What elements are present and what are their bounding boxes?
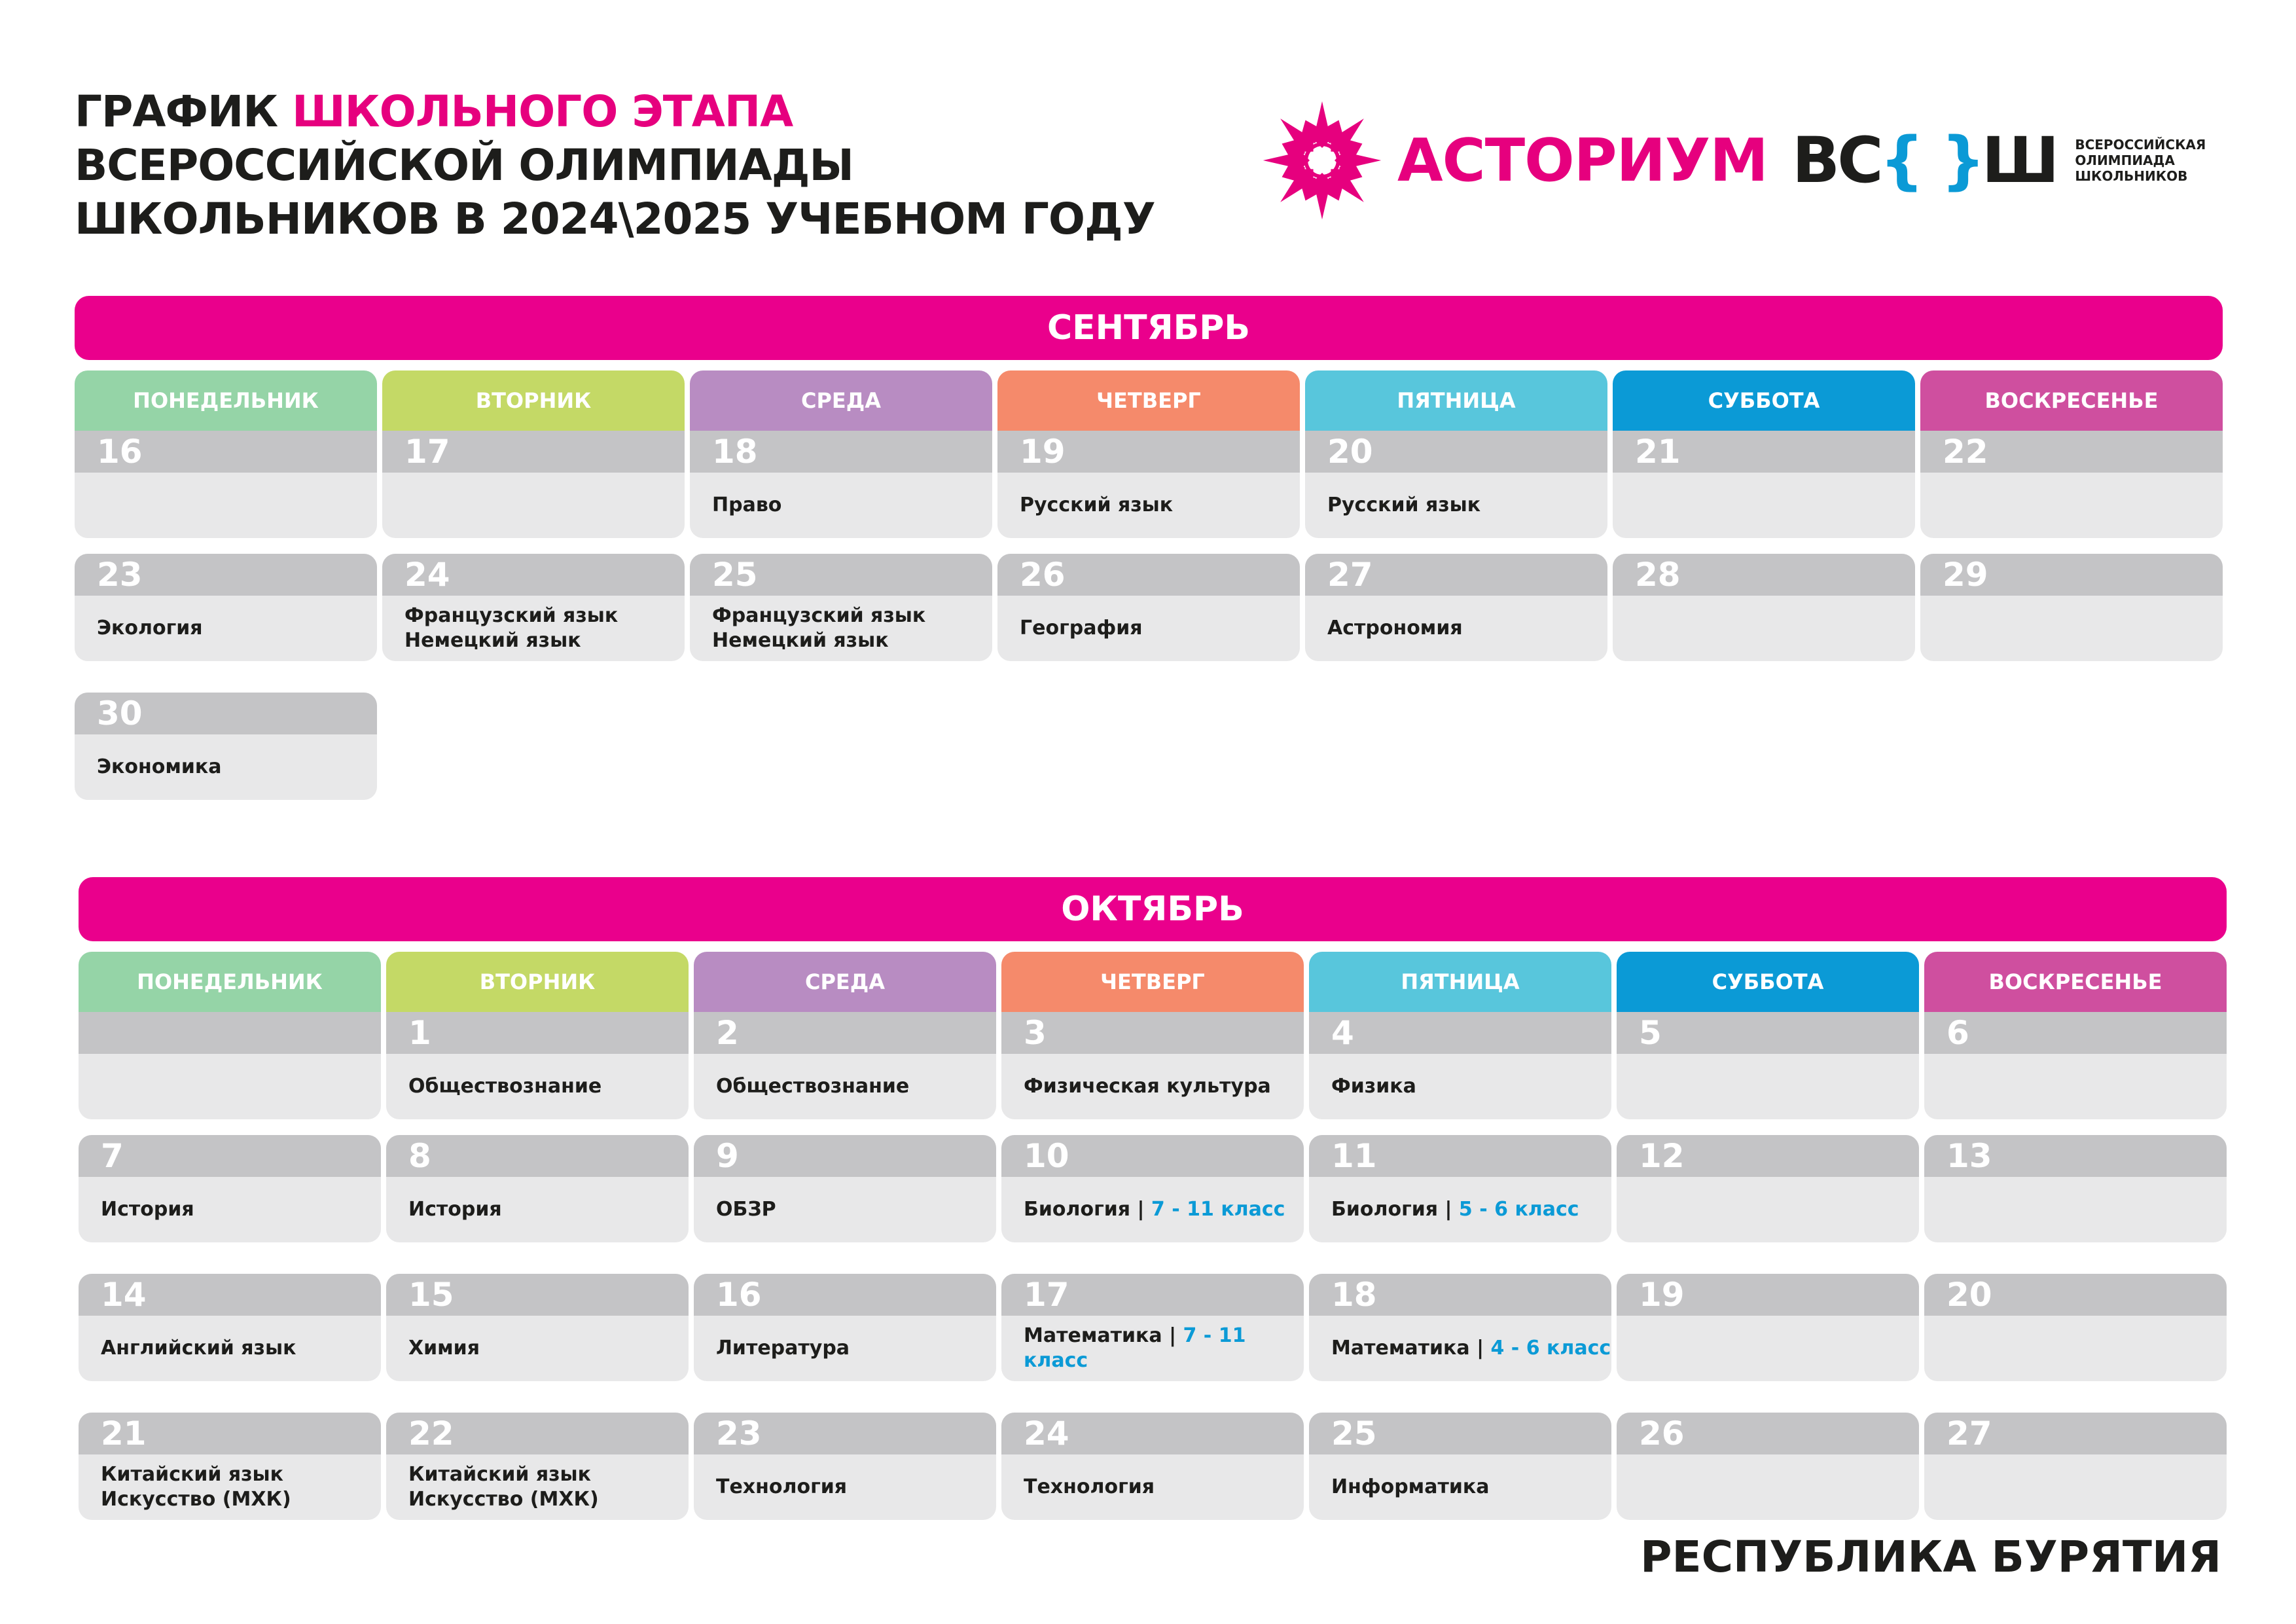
subject-line	[408, 1197, 689, 1222]
vsosh-sub-line-2: ОЛИМПИАДА	[2075, 153, 2175, 168]
subject-name: Математика	[1331, 1337, 1470, 1360]
october-day-cell	[694, 1413, 996, 1520]
october-weekday-2: СРЕДА	[694, 952, 996, 1012]
day-subjects	[1617, 1054, 1919, 1119]
day-number: 14	[79, 1274, 381, 1316]
day-number: 15	[386, 1274, 689, 1316]
day-subjects	[75, 473, 377, 538]
vsosh-subtitle	[2075, 137, 2206, 184]
separator: |	[1469, 1337, 1491, 1360]
title-line-1-accent: ШКОЛЬНОГО ЭТАПА	[292, 86, 793, 137]
september-day-cell	[1305, 554, 1607, 661]
subject-name: Химия	[408, 1337, 480, 1360]
subject-line	[101, 1197, 381, 1222]
separator: |	[1162, 1324, 1183, 1347]
day-number: 17	[382, 431, 685, 473]
september-day-cell	[1613, 431, 1915, 538]
day-subjects	[997, 596, 1300, 661]
grade-range: 7 - 11 класс	[1024, 1324, 1246, 1372]
september-day-cell	[75, 693, 377, 800]
subject-name: Искусство (МХК)	[408, 1488, 599, 1511]
day-number: 24	[1001, 1413, 1304, 1454]
separator: |	[1130, 1198, 1151, 1221]
september-month-bar: СЕНТЯБРЬ	[75, 296, 2223, 360]
day-subjects	[386, 1454, 689, 1520]
day-number: 4	[1309, 1012, 1611, 1054]
day-number: 18	[1309, 1274, 1611, 1316]
subject-name: Искусство (МХК)	[101, 1488, 291, 1511]
day-number: 11	[1309, 1135, 1611, 1177]
day-subjects	[1613, 473, 1915, 538]
subject-line	[716, 1197, 996, 1222]
day-number: 28	[1613, 554, 1915, 596]
subject-name: География	[1020, 617, 1143, 640]
october-day-cell	[386, 1012, 689, 1119]
day-number: 17	[1001, 1274, 1304, 1316]
october-day-cell	[1617, 1274, 1919, 1381]
subject-line	[1024, 1475, 1304, 1500]
september-weekday-6: ВОСКРЕСЕНЬЕ	[1920, 370, 2223, 431]
subject-line	[716, 1475, 996, 1500]
subject-name: Экология	[97, 617, 203, 640]
title-line-2: ВСЕРОССИЙСКОЙ ОЛИМПИАДЫ	[75, 140, 853, 190]
october-day-cell	[1924, 1413, 2227, 1520]
separator: |	[1438, 1198, 1459, 1221]
day-subjects	[694, 1054, 996, 1119]
october-weekday-0: ПОНЕДЕЛЬНИК	[79, 952, 381, 1012]
october-day-cell	[694, 1274, 996, 1381]
october-day-cell	[694, 1012, 996, 1119]
september-day-cell	[690, 431, 992, 538]
day-subjects	[1613, 596, 1915, 661]
subject-line	[101, 1487, 381, 1512]
day-subjects	[79, 1177, 381, 1242]
day-number: 16	[694, 1274, 996, 1316]
subject-name: Технология	[1024, 1475, 1155, 1498]
subject-name: Обществознание	[408, 1075, 602, 1098]
subject-line	[101, 1336, 381, 1361]
day-subjects	[1001, 1454, 1304, 1520]
october-day-cell	[1309, 1012, 1611, 1119]
vsosh-mark-left: ВС	[1792, 124, 1881, 197]
subject-line	[101, 1462, 381, 1487]
subject-line	[1327, 616, 1607, 641]
day-subjects	[1001, 1316, 1304, 1381]
subject-line	[1327, 493, 1607, 518]
october-day-cell	[79, 1012, 381, 1119]
subject-line	[1020, 493, 1300, 518]
day-subjects	[1309, 1177, 1611, 1242]
subject-line	[408, 1462, 689, 1487]
day-number: 30	[75, 693, 377, 734]
october-weekday-1: ВТОРНИК	[386, 952, 689, 1012]
astorium-logo	[1260, 95, 1768, 226]
subject-line	[712, 493, 992, 518]
day-number: 21	[79, 1413, 381, 1454]
astorium-brand-name: АСТОРИУМ	[1397, 126, 1768, 195]
subject-name: Физическая культура	[1024, 1075, 1271, 1098]
day-subjects	[1924, 1177, 2227, 1242]
day-number: 21	[1613, 431, 1915, 473]
september-weekday-3: ЧЕТВЕРГ	[997, 370, 1300, 431]
day-subjects	[690, 596, 992, 661]
day-subjects	[386, 1316, 689, 1381]
subject-line	[1331, 1336, 1611, 1361]
subject-name: Русский язык	[1020, 494, 1174, 516]
day-number: 16	[75, 431, 377, 473]
day-number: 23	[75, 554, 377, 596]
october-weekday-5: СУББОТА	[1617, 952, 1919, 1012]
astorium-star-icon	[1260, 98, 1384, 223]
october-day-cell	[1924, 1012, 2227, 1119]
october-weekday-4: ПЯТНИЦА	[1309, 952, 1611, 1012]
september-weekday-5: СУББОТА	[1613, 370, 1915, 431]
october-weekday-6: ВОСКРЕСЕНЬЕ	[1924, 952, 2227, 1012]
day-subjects	[1924, 1316, 2227, 1381]
subject-name: Биология	[1024, 1198, 1131, 1221]
subject-line	[716, 1074, 996, 1099]
subject-name: Биология	[1331, 1198, 1439, 1221]
vsosh-mark-right: Ш	[1981, 124, 2057, 197]
september-day-cell	[690, 554, 992, 661]
day-subjects	[79, 1454, 381, 1520]
october-day-cell	[1001, 1135, 1304, 1242]
day-number: 24	[382, 554, 685, 596]
title-line-1-prefix: ГРАФИК	[75, 86, 293, 137]
subject-line	[1331, 1074, 1611, 1099]
subject-line	[97, 755, 377, 780]
september-day-cell	[382, 431, 685, 538]
october-day-cell	[79, 1413, 381, 1520]
day-number: 2	[694, 1012, 996, 1054]
subject-name: История	[408, 1198, 502, 1221]
day-subjects	[75, 596, 377, 661]
day-subjects	[1001, 1054, 1304, 1119]
title-line-3: ШКОЛЬНИКОВ В 2024\2025 УЧЕБНОМ ГОДУ	[75, 194, 1155, 244]
october-day-cell	[1617, 1413, 1919, 1520]
subject-name: Технология	[716, 1475, 848, 1498]
vsosh-sub-line-3: ШКОЛЬНИКОВ	[2075, 168, 2188, 184]
day-subjects	[382, 596, 685, 661]
subject-name: Право	[712, 494, 782, 516]
subject-line	[408, 1074, 689, 1099]
subject-name: Экономика	[97, 755, 222, 778]
subject-name: Физика	[1331, 1075, 1416, 1098]
october-month-bar: ОКТЯБРЬ	[79, 877, 2227, 941]
day-subjects	[1309, 1316, 1611, 1381]
vsosh-mark	[1792, 124, 2056, 197]
day-number: 25	[1309, 1413, 1611, 1454]
september-day-cell	[75, 554, 377, 661]
day-number: 27	[1305, 554, 1607, 596]
subject-name: Немецкий язык	[712, 629, 889, 652]
subject-line	[97, 616, 377, 641]
vsosh-sub-line-1: ВСЕРОССИЙСКАЯ	[2075, 137, 2206, 153]
day-subjects	[1617, 1454, 1919, 1520]
subject-name: Астрономия	[1327, 617, 1463, 640]
day-subjects	[690, 473, 992, 538]
september-weekday-4: ПЯТНИЦА	[1305, 370, 1607, 431]
october-calendar	[79, 877, 2227, 1511]
day-subjects	[997, 473, 1300, 538]
day-subjects	[386, 1177, 689, 1242]
subject-line	[1024, 1074, 1304, 1099]
subject-line	[712, 604, 992, 628]
day-subjects	[75, 734, 377, 800]
day-number: 7	[79, 1135, 381, 1177]
october-day-cell	[386, 1274, 689, 1381]
day-number: 19	[997, 431, 1300, 473]
day-number: 25	[690, 554, 992, 596]
day-number: 3	[1001, 1012, 1304, 1054]
vsosh-mark-center: { }	[1879, 124, 1983, 197]
grade-range: 5 - 6 класс	[1458, 1198, 1579, 1221]
day-number: 13	[1924, 1135, 2227, 1177]
subject-line	[1020, 616, 1300, 641]
day-subjects	[694, 1316, 996, 1381]
subject-name: Китайский язык	[408, 1463, 592, 1486]
day-subjects	[694, 1177, 996, 1242]
title-line-1	[75, 85, 1155, 139]
day-subjects	[1924, 1054, 2227, 1119]
day-subjects	[1001, 1177, 1304, 1242]
subject-name: Французский язык	[404, 604, 619, 627]
september-day-cell	[997, 431, 1300, 538]
subject-line	[712, 628, 992, 653]
day-number: 27	[1924, 1413, 2227, 1454]
day-number: 12	[1617, 1135, 1919, 1177]
day-number: 29	[1920, 554, 2223, 596]
day-subjects	[1920, 596, 2223, 661]
day-subjects	[1924, 1454, 2227, 1520]
region-label: РЕСПУБЛИКА БУРЯТИЯ	[1640, 1532, 2221, 1582]
subject-line	[1024, 1197, 1304, 1222]
page-title	[75, 85, 1155, 246]
september-day-cell	[1920, 431, 2223, 538]
subject-line	[1024, 1324, 1304, 1373]
day-number: 26	[1617, 1413, 1919, 1454]
october-day-cell	[1617, 1135, 1919, 1242]
day-number: 23	[694, 1413, 996, 1454]
october-day-cell	[386, 1135, 689, 1242]
october-day-cell	[1001, 1012, 1304, 1119]
day-number: 8	[386, 1135, 689, 1177]
day-number: 22	[1920, 431, 2223, 473]
day-number: 1	[386, 1012, 689, 1054]
subject-line	[716, 1336, 996, 1361]
day-subjects	[382, 473, 685, 538]
subject-name: Обществознание	[716, 1075, 910, 1098]
day-number: 19	[1617, 1274, 1919, 1316]
october-day-cell	[1309, 1413, 1611, 1520]
day-number: 9	[694, 1135, 996, 1177]
subject-name: Математика	[1024, 1324, 1162, 1347]
subject-name: Немецкий язык	[404, 629, 581, 652]
subject-name: Французский язык	[712, 604, 926, 627]
october-day-cell	[1001, 1413, 1304, 1520]
october-day-cell	[1309, 1135, 1611, 1242]
day-number: 10	[1001, 1135, 1304, 1177]
subject-name: ОБЗР	[716, 1198, 776, 1221]
day-number: 20	[1924, 1274, 2227, 1316]
october-weekday-3: ЧЕТВЕРГ	[1001, 952, 1304, 1012]
day-subjects	[79, 1316, 381, 1381]
subject-line	[408, 1487, 689, 1512]
october-day-cell	[1617, 1012, 1919, 1119]
day-subjects	[1309, 1054, 1611, 1119]
day-subjects	[1617, 1177, 1919, 1242]
subject-name: Китайский язык	[101, 1463, 284, 1486]
day-number: 5	[1617, 1012, 1919, 1054]
day-subjects	[1305, 473, 1607, 538]
subject-line	[408, 1336, 689, 1361]
vsosh-logo	[1792, 124, 2206, 197]
september-day-cell	[997, 554, 1300, 661]
september-day-cell	[382, 554, 685, 661]
subject-name: История	[101, 1198, 194, 1221]
september-day-cell	[1305, 431, 1607, 538]
day-number	[79, 1012, 381, 1054]
grade-range: 7 - 11 класс	[1151, 1198, 1285, 1221]
day-number: 18	[690, 431, 992, 473]
subject-line	[1331, 1197, 1611, 1222]
day-subjects	[386, 1054, 689, 1119]
grade-range: 4 - 6 класс	[1490, 1337, 1611, 1360]
october-day-cell	[79, 1135, 381, 1242]
september-day-cell	[1920, 554, 2223, 661]
day-subjects	[1305, 596, 1607, 661]
day-subjects	[1617, 1316, 1919, 1381]
day-subjects	[79, 1054, 381, 1119]
october-day-cell	[79, 1274, 381, 1381]
subject-line	[404, 628, 685, 653]
subject-line	[1331, 1475, 1611, 1500]
september-weekday-0: ПОНЕДЕЛЬНИК	[75, 370, 377, 431]
september-day-cell	[1613, 554, 1915, 661]
october-day-cell	[1924, 1135, 2227, 1242]
october-day-cell	[1001, 1274, 1304, 1381]
subject-name: Литература	[716, 1337, 850, 1360]
october-day-cell	[386, 1413, 689, 1520]
september-calendar	[75, 296, 2223, 793]
day-subjects	[1920, 473, 2223, 538]
day-number: 6	[1924, 1012, 2227, 1054]
day-subjects	[694, 1454, 996, 1520]
day-number: 20	[1305, 431, 1607, 473]
day-number: 22	[386, 1413, 689, 1454]
subject-name: Английский язык	[101, 1337, 296, 1360]
october-day-cell	[694, 1135, 996, 1242]
september-day-cell	[75, 431, 377, 538]
day-number: 26	[997, 554, 1300, 596]
subject-line	[404, 604, 685, 628]
subject-name: Информатика	[1331, 1475, 1490, 1498]
day-subjects	[1309, 1454, 1611, 1520]
october-day-cell	[1309, 1274, 1611, 1381]
october-day-cell	[1924, 1274, 2227, 1381]
september-weekday-2: СРЕДА	[690, 370, 992, 431]
september-weekday-1: ВТОРНИК	[382, 370, 685, 431]
subject-name: Русский язык	[1327, 494, 1481, 516]
